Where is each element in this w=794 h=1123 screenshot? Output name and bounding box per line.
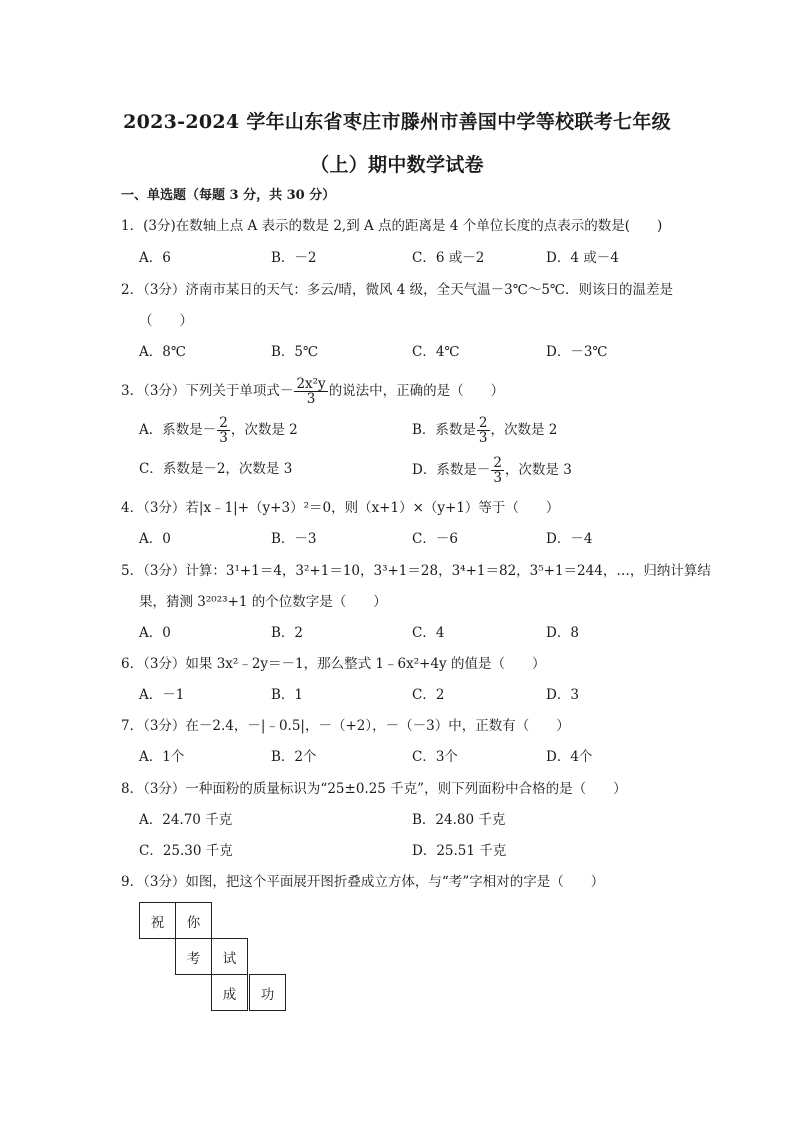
q1-option-b: B．－2 — [271, 250, 317, 266]
q6-option-b: B．1 — [271, 687, 304, 703]
q5-option-b: B．2 — [271, 625, 304, 641]
q4-option-c: C．－6 — [412, 531, 458, 547]
q3-a-suffix: ，次数是 2 — [230, 422, 298, 438]
q3-d-fraction — [491, 456, 504, 485]
q6-option-c: C．2 — [412, 687, 445, 703]
q3-option-d — [412, 454, 572, 486]
q3-d-numerator: 2 — [493, 454, 502, 471]
q1-option-d: D．4 或－4 — [546, 250, 619, 266]
q7-option-d: D．4个 — [546, 749, 593, 765]
q8-option-a: A．24.70 千克 — [139, 812, 233, 828]
section-heading: 一、单选题（每题 3 分，共 30 分） — [121, 188, 336, 203]
question-7-stem: 7．（3分）在－2.4，－|﹣0.5|，－（+2），－（－3）中，正数有（ ） — [121, 718, 570, 734]
question-4-stem: 4．（3分）若|x﹣1|+（y+3）²＝0，则（x+1）×（y+1）等于（ ） — [121, 500, 560, 516]
exam-title-line1: 2023-2024 学年山东省枣庄市滕州市善国中学等校联考七年级 — [123, 111, 671, 133]
question-9-stem: 9．（3分）如图，把这个平面展开图折叠成立方体，与“考”字相对的字是（ ） — [121, 874, 605, 890]
q6-option-d: D．3 — [546, 687, 579, 703]
question-5-stem: 5．（3分）计算：3¹+1＝4，3²+1＝10，3³+1＝28，3⁴+1＝82，3⁵+1＝244，…，归纳计算结 — [121, 563, 711, 579]
q8-option-d: D．25.51 千克 — [412, 843, 507, 859]
q4-option-d: D．－4 — [546, 531, 593, 547]
q3-option-c: C．系数是－2，次数是 3 — [139, 461, 293, 477]
q1-option-a: A．6 — [139, 250, 171, 266]
q3-d-denominator: 3 — [493, 470, 502, 486]
net-cell-2: 你 — [175, 902, 212, 939]
q3-fraction-denominator: 3 — [306, 391, 316, 407]
q3-option-b — [412, 414, 557, 446]
q3-fraction-numerator: 2x²y — [296, 375, 326, 392]
q5-option-a: A．0 — [139, 625, 171, 641]
q3-b-numerator: 2 — [478, 414, 488, 431]
q3-b-suffix: ，次数是 2 — [490, 422, 558, 438]
q3-a-prefix: A．系数是－ — [139, 422, 217, 438]
q3-d-prefix: D．系数是－ — [412, 462, 491, 478]
q8-option-c: C．25.30 千克 — [139, 843, 233, 859]
question-8-stem: 8．（3分）一种面粉的质量标识为“25±0.25 千克”，则下列面粉中合格的是（ ） — [121, 781, 627, 797]
q4-option-a: A．0 — [139, 531, 171, 547]
q3-monomial-fraction — [294, 377, 327, 406]
q4-option-b: B．－3 — [271, 531, 317, 547]
net-cell-1: 祝 — [139, 902, 176, 939]
q6-option-a: A．－1 — [139, 687, 185, 703]
question-5-stem-cont: 果，猜测 3²⁰²³+1 的个位数字是（ ） — [139, 594, 387, 610]
question-3-stem — [121, 374, 504, 408]
q3-b-prefix: B．系数是 — [412, 422, 476, 438]
net-cell-3: 考 — [175, 938, 212, 975]
question-2-stem-cont: （ ） — [139, 313, 193, 329]
question-6-stem: 6．（3分）如果 3x²﹣2y＝－1，那么整式 1﹣6x²+4y 的值是（ ） — [121, 656, 546, 672]
q3-stem-prefix: 3．（3分）下列关于单项式－ — [121, 383, 294, 399]
q3-b-fraction — [477, 416, 490, 445]
q1-option-c: C．6 或－2 — [412, 250, 485, 266]
net-cell-6: 功 — [249, 974, 286, 1011]
q3-a-numerator: 2 — [219, 414, 228, 431]
question-1-stem: 1．(3分)在数轴上点 A 表示的数是 2,到 A 点的距离是 4 个单位长度的点表示的数是( ) — [121, 218, 663, 234]
q3-stem-suffix: 的说法中，正确的是（ ） — [328, 383, 505, 399]
question-2-stem: 2．（3分）济南市某日的天气：多云/晴，微风 4 级，全天气温－3℃～5℃．则该日的温差是 — [121, 282, 674, 298]
q2-option-c: C．4℃ — [412, 344, 460, 360]
q7-option-b: B．2个 — [271, 749, 317, 765]
q2-option-b: B．5℃ — [271, 344, 319, 360]
q8-option-b: B．24.80 千克 — [412, 812, 506, 828]
q3-a-fraction — [217, 416, 230, 445]
q3-a-denominator: 3 — [219, 430, 228, 446]
q5-option-d: D．8 — [546, 625, 579, 641]
q7-option-c: C．3个 — [412, 749, 458, 765]
q2-option-d: D．－3℃ — [546, 344, 608, 360]
q2-option-a: A．8℃ — [139, 344, 186, 360]
exam-title-line2: （上）期中数学试卷 — [310, 154, 484, 176]
q3-b-denominator: 3 — [478, 430, 488, 446]
q5-option-c: C．4 — [412, 625, 445, 641]
q7-option-a: A．1个 — [139, 749, 185, 765]
net-cell-5: 成 — [211, 974, 248, 1011]
q3-d-suffix: ，次数是 3 — [504, 462, 572, 478]
q3-option-a — [139, 414, 298, 446]
net-cell-4: 试 — [211, 938, 248, 975]
